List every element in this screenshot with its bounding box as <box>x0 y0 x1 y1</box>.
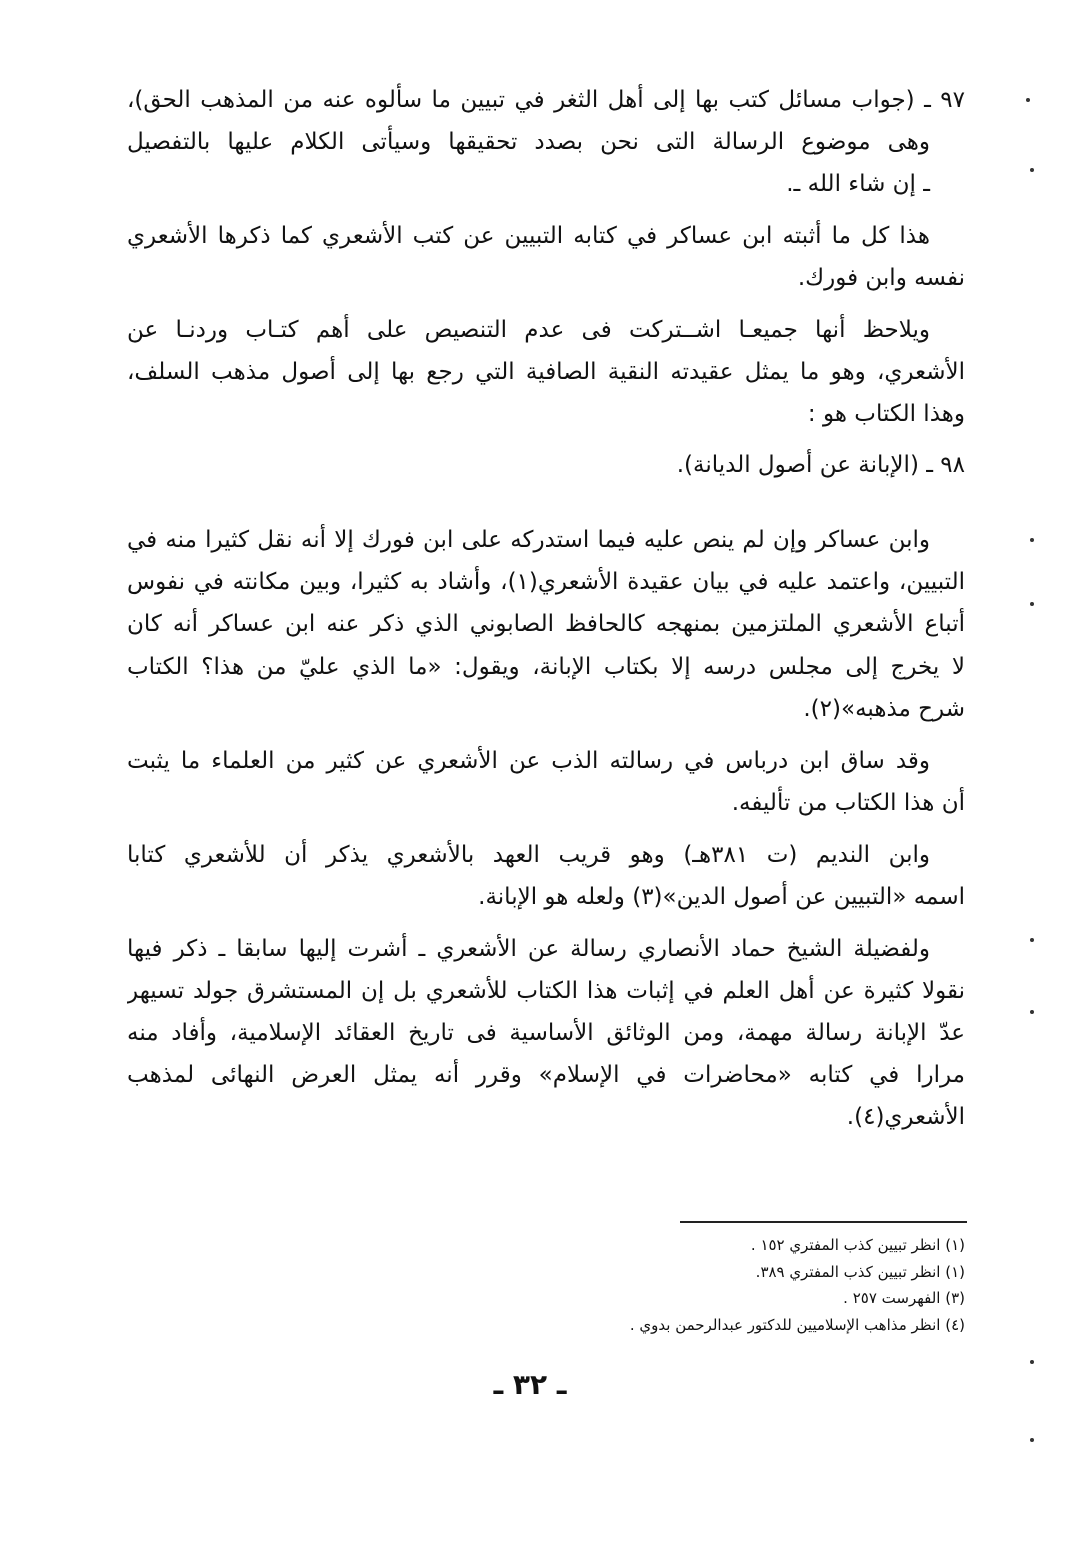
paragraph-line: عدّ الإبانة رسالة مهمة، ومن الوثائق الأساسية فى تاريخ العقائد الإسلامية، وأفاد منه <box>127 1020 965 1046</box>
item-97-line-3: ـ إن شاء الله ـ. <box>786 171 930 197</box>
paragraph-line: نقولا كثيرة عن أهل العلم في إثبات هذا الكتاب للأشعري بل إن المستشرق جولد تسيهر <box>127 978 965 1004</box>
paragraph-line: أتباع الأشعري الملتزمين بمنهجه كالحافظ الصابوني الذي ذكر عنه ابن عساكر أنه كان <box>127 611 965 637</box>
paragraph-line: وهذا الكتاب هو : <box>807 401 965 427</box>
scan-speck <box>1030 1438 1034 1442</box>
footnote-2: (١) انظر تبيين كذب المفتري ٣٨٩. <box>755 1263 965 1281</box>
footnote-4: (٤) انظر مذاهب الإسلاميين للدكتور عبدالرحمن بدوي . <box>629 1316 965 1334</box>
footnote-1: (١) انظر تبيين كذب المفتري ١٥٢ . <box>750 1236 965 1254</box>
paragraph-line: اسمه «التبيين عن أصول الدين»(٣) ولعله هو الإبانة. <box>478 884 965 910</box>
scan-speck <box>1030 1010 1034 1014</box>
scan-speck <box>1030 938 1034 942</box>
scan-speck <box>1030 538 1034 542</box>
paragraph-line: ويلاحظ أنها جميعـا اشــتركت فى عدم التنصيص على أهم كتـاب وردنـا عن <box>127 317 930 343</box>
paragraph-line: شرح مذهبه»(٢). <box>803 696 965 722</box>
item-97-line-2: وهى موضوع الرسالة التى نحن بصدد تحقيقها وسيأتى الكلام عليها بالتفصيل <box>127 129 930 155</box>
scan-speck <box>1030 602 1034 606</box>
page-number: ـ ٣٢ ـ <box>493 1368 567 1401</box>
paragraph-line: نفسه وابن فورك. <box>797 265 965 291</box>
paragraph-line: أن هذا الكتاب من تأليفه. <box>731 790 965 816</box>
footnote-3: (٣) الفهرست ٢٥٧ . <box>843 1289 965 1307</box>
paragraph-line: الأشعري، وهو ما يمثل عقيدته النقية الصافية التي رجع بها إلى أصول مذهب السلف، <box>127 359 965 385</box>
paragraph-line: هذا كل ما أثبته ابن عساكر في كتابه التبيين عن كتب الأشعري كما ذكرها الأشعري <box>127 223 930 249</box>
scan-speck <box>1030 1360 1034 1364</box>
paragraph-line: وابن النديم (ت ٣٨١هـ) وهو قريب العهد بالأشعري يذكر أن للأشعري كتابا <box>127 842 930 868</box>
item-98-line: ٩٨ ـ (الإبانة عن أصول الديانة). <box>676 452 965 478</box>
footnote-divider <box>680 1221 967 1223</box>
paragraph-line: التبيين، واعتمد عليه في بيان عقيدة الأشعري(١)، وأشاد به كثيرا، وبين مكانته في نفوس <box>127 569 965 595</box>
paragraph-line: وقد ساق ابن درباس في رسالته الذب عن الأشعري عن كثير من العلماء ما يثبت <box>127 748 930 774</box>
item-97-line-1: ٩٧ ـ (جواب مسائل كتب بها إلى أهل الثغر في تبيين ما سألوه عنه من المذهب الحق)، <box>127 87 965 113</box>
scan-speck <box>1030 168 1034 172</box>
paragraph-line: ولفضيلة الشيخ حماد الأنصاري رسالة عن الأشعري ـ أشرت إليها سابقا ـ ذكر فيها <box>127 936 930 962</box>
paragraph-line: الأشعري(٤). <box>846 1104 965 1130</box>
paragraph-line: لا يخرج إلى مجلس درسه إلا بكتاب الإبانة، ويقول: «ما الذي عليّ من هذا؟ الكتاب <box>127 654 965 680</box>
paragraph-line: وابن عساكر وإن لم ينص عليه فيما استدركه على ابن فورك إلا أنه نقل كثيرا منه في <box>127 527 930 553</box>
scan-speck <box>1026 98 1030 102</box>
paragraph-line: مرارا في كتابه «محاضرات في الإسلام» وقرر أنه يمثل العرض النهائى لمذهب <box>127 1062 965 1088</box>
